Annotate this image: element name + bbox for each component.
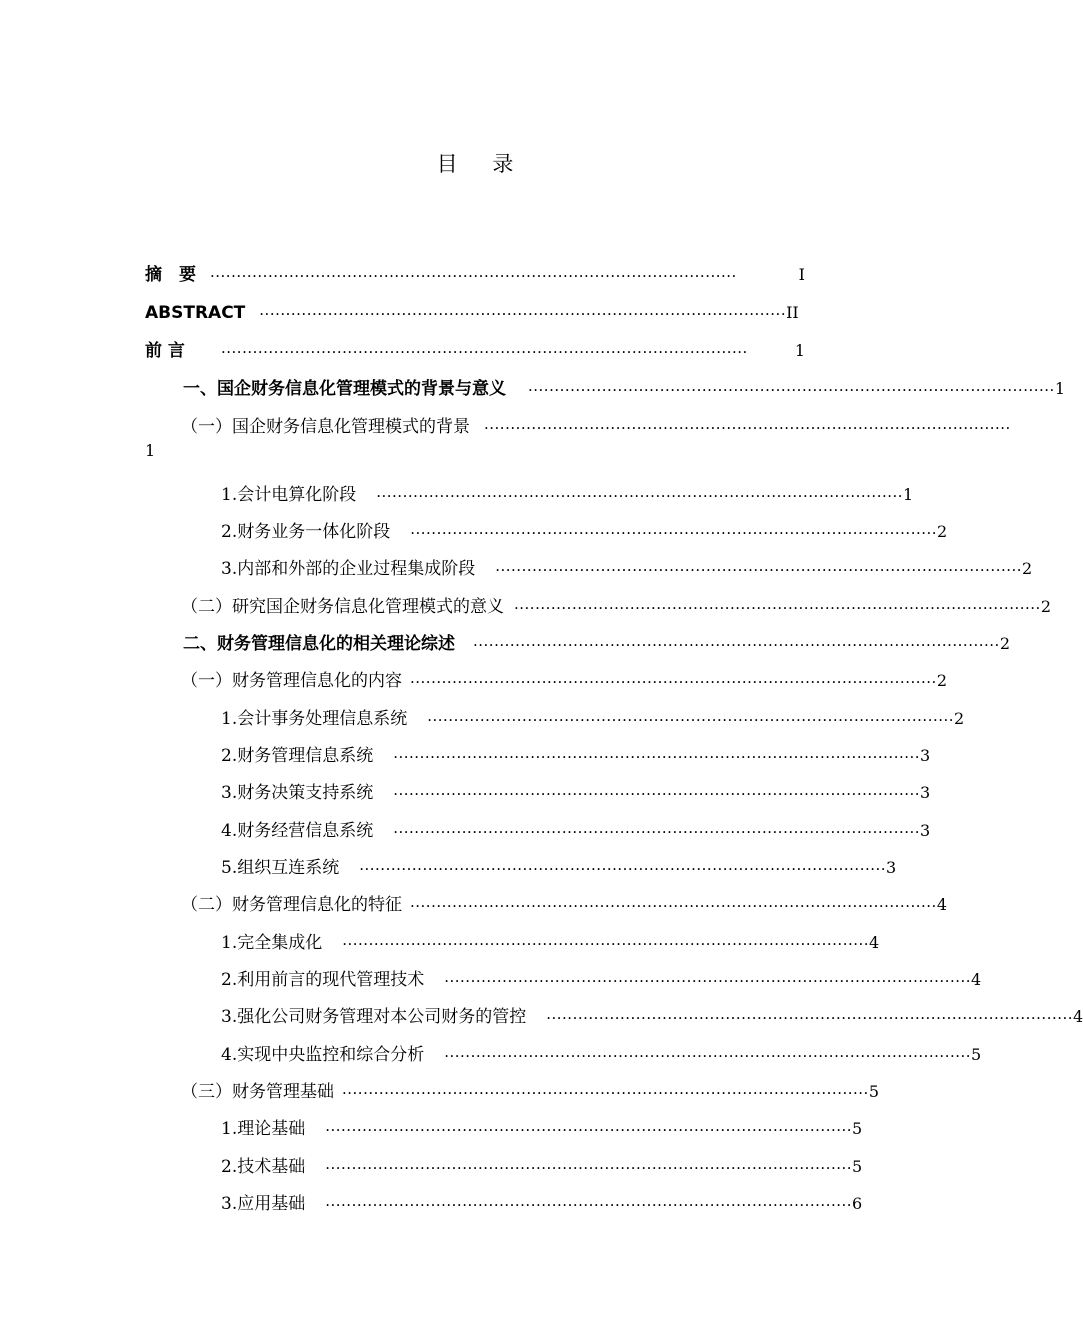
toc-entry-chapter-1[interactable] [145, 370, 1065, 400]
dot-leader: ···································································································· [393, 748, 921, 766]
dot-leader: ···································································································· [484, 419, 1011, 437]
toc-entry-label: ABSTRACT [145, 303, 246, 323]
toc-entry-page: 3 [920, 783, 931, 802]
dot-leader: ···································································································· [473, 636, 1000, 654]
toc-entry-2-2-1[interactable] [145, 924, 880, 954]
dot-leader: ···································································································· [259, 305, 787, 323]
dot-leader: ···································································································· [546, 1009, 1074, 1027]
toc-entry-page: 5 [852, 1157, 863, 1176]
toc-entry-2-1[interactable] [145, 662, 947, 692]
dot-leader: ···································································································· [325, 1159, 853, 1177]
toc-entry-1-1-3[interactable] [145, 550, 1033, 580]
toc-entry-2-2[interactable] [145, 886, 947, 916]
toc-entry-label: 3.内部和外部的企业过程集成阶段 [221, 559, 476, 579]
toc-entry-label: 3.财务决策支持系统 [221, 783, 374, 803]
toc-entry-label: 1.会计事务处理信息系统 [221, 709, 408, 729]
toc-entry-label: 一、国企财务信息化管理模式的背景与意义 [183, 379, 506, 399]
toc-entry-2-1-2[interactable] [145, 737, 931, 767]
toc-entry-page: 6 [852, 1194, 863, 1213]
dot-leader: ···································································································· [210, 267, 737, 285]
toc-entry-label: （二）研究国企财务信息化管理模式的意义 [181, 597, 504, 617]
dot-leader: ···································································································· [359, 860, 887, 878]
toc-entry-page: 4 [869, 933, 880, 952]
toc-entry-page: 2 [954, 709, 965, 728]
toc-entry-page-wrapped: 1 [145, 441, 156, 460]
toc-entry-page: 4 [971, 970, 982, 989]
toc-entry-label: 2.财务业务一体化阶段 [221, 522, 391, 542]
dot-leader: ···································································································· [393, 785, 921, 803]
toc-entry-label: 3.强化公司财务管理对本公司财务的管控 [221, 1007, 527, 1027]
dot-leader: ···································································································· [325, 1196, 853, 1214]
toc-entry-1-1-1[interactable] [145, 476, 914, 506]
toc-entry-label: 5.组织互连系统 [221, 858, 340, 878]
toc-entry-page: 5 [971, 1045, 982, 1064]
toc-entry-page: 3 [886, 858, 897, 877]
toc-entry-page: 3 [920, 821, 931, 840]
toc-entry-page: 2 [1022, 559, 1033, 578]
toc-entry-2-1-1[interactable] [145, 700, 965, 730]
toc-entry-label: 1.理论基础 [221, 1119, 306, 1139]
toc-entry-preface[interactable] [145, 332, 805, 362]
toc-entry-label: （三）财务管理基础 [181, 1082, 334, 1102]
toc-entry-page: 3 [920, 746, 931, 765]
toc-entry-label: 二、财务管理信息化的相关理论综述 [183, 634, 455, 654]
toc-entry-2-1-4[interactable] [145, 812, 931, 842]
toc-entry-2-3-1[interactable] [145, 1110, 863, 1140]
toc-entry-2-2-3[interactable] [145, 998, 1083, 1028]
dot-leader: ···································································································· [410, 524, 938, 542]
toc-entry-abstract-en[interactable] [145, 294, 799, 324]
toc-entry-2-1-5[interactable] [145, 849, 897, 879]
dot-leader: ···································································································· [410, 673, 937, 691]
toc-entry-label: 2.财务管理信息系统 [221, 746, 374, 766]
toc-entry-2-2-4[interactable] [145, 1036, 982, 1066]
toc-entry-2-3-2[interactable] [145, 1148, 863, 1178]
toc-entry-page: 2 [1040, 597, 1051, 616]
toc-entry-page: 1 [903, 485, 914, 504]
dot-leader: ···································································································· [495, 561, 1023, 579]
toc-entry-label: 3.应用基础 [221, 1194, 306, 1214]
toc-entry-label: （二）财务管理信息化的特征 [181, 895, 402, 915]
toc-entry-page: I [798, 265, 805, 284]
toc-entry-1-1[interactable] [145, 408, 1011, 438]
dot-leader: ···································································································· [342, 1084, 869, 1102]
toc-entry-page: 2 [936, 671, 947, 690]
dot-leader: ···································································································· [427, 711, 955, 729]
toc-entry-label: 1.完全集成化 [221, 933, 323, 953]
dot-leader: ···································································································· [342, 935, 870, 953]
toc-entry-page: 1 [1054, 379, 1065, 398]
toc-entry-label: （一）国企财务信息化管理模式的背景 [181, 417, 470, 437]
dot-leader: ···································································································· [325, 1121, 853, 1139]
dot-leader: ···································································································· [221, 343, 748, 361]
toc-entry-abstract-cn[interactable] [145, 256, 805, 286]
toc-entry-label: 2.利用前言的现代管理技术 [221, 970, 425, 990]
dot-leader: ···································································································· [376, 487, 904, 505]
toc-entry-page: 4 [936, 895, 947, 914]
toc-entry-label: 2.技术基础 [221, 1157, 306, 1177]
toc-entry-label: 摘 要 [145, 265, 196, 285]
toc-entry-page: 1 [794, 341, 805, 360]
toc-entry-2-3[interactable] [145, 1073, 879, 1103]
dot-leader: ···································································································· [514, 599, 1041, 617]
dot-leader: ···································································································· [410, 897, 937, 915]
toc-entry-label: （一）财务管理信息化的内容 [181, 671, 402, 691]
page-title: 目 录 [436, 152, 528, 176]
toc-entry-1-1-2[interactable] [145, 513, 948, 543]
toc-entry-label: 4.实现中央监控和综合分析 [221, 1045, 425, 1065]
toc-entry-2-3-3[interactable] [145, 1185, 863, 1215]
dot-leader: ···································································································· [393, 823, 921, 841]
toc-entry-label: 前 言 [145, 341, 185, 361]
toc-entry-page: 5 [868, 1082, 879, 1101]
toc-entry-label: 4.财务经营信息系统 [221, 821, 374, 841]
dot-leader: ···································································································· [444, 972, 972, 990]
toc-entry-chapter-2[interactable] [145, 625, 1010, 655]
toc-entry-page: 2 [999, 634, 1010, 653]
dot-leader: ···································································································· [528, 381, 1055, 399]
toc-entry-2-2-2[interactable] [145, 961, 982, 991]
toc-entry-page: II [786, 303, 799, 322]
toc-entry-label: 1.会计电算化阶段 [221, 485, 357, 505]
toc-entry-1-2[interactable] [145, 588, 1051, 618]
toc-entry-page: 4 [1073, 1007, 1083, 1026]
toc-entry-2-1-3[interactable] [145, 774, 931, 804]
toc-entry-page: 2 [937, 522, 948, 541]
toc-entry-page: 5 [852, 1119, 863, 1138]
dot-leader: ···································································································· [444, 1047, 972, 1065]
